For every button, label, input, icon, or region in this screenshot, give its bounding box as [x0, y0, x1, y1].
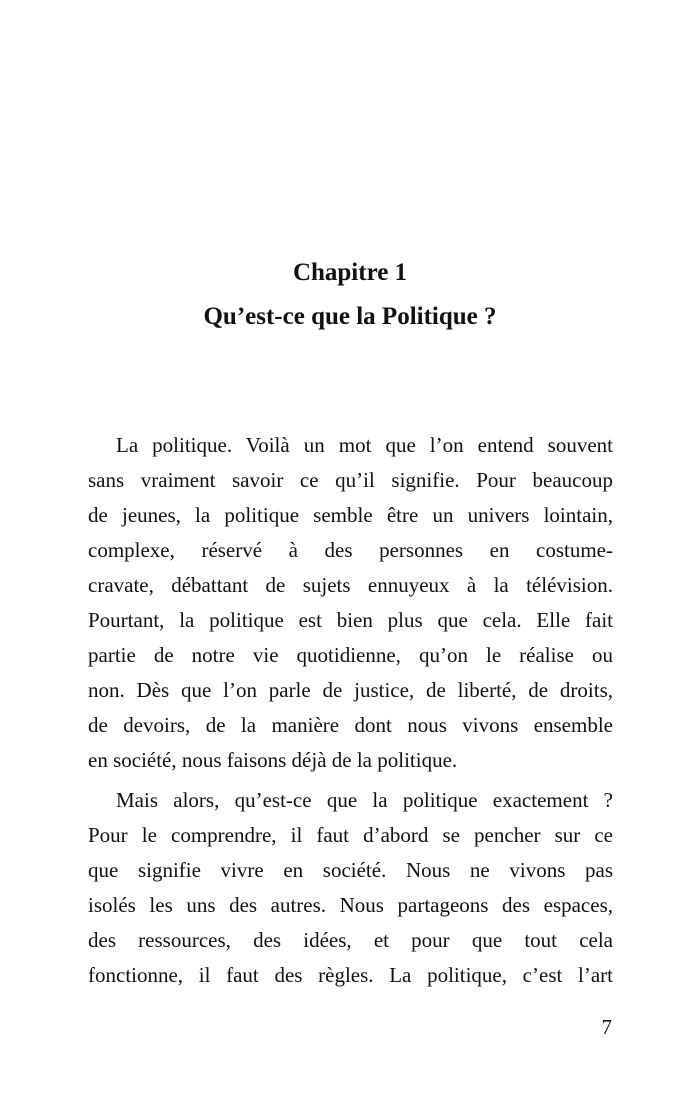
- text-line: isolés les uns des autres. Nous partageons des espaces,: [88, 893, 613, 917]
- chapter-title: Qu’est-ce que la Politique ?: [203, 303, 497, 330]
- text-line: sans vraiment savoir ce qu’il signifie. Pour beaucoup: [88, 468, 613, 492]
- text-line: complexe, réservé à des personnes en costume-: [88, 538, 613, 562]
- text-line: de jeunes, la politique semble être un univers lointain,: [88, 503, 613, 527]
- text-line: Mais alors, qu’est-ce que la politique exactement ?: [116, 788, 613, 812]
- text-line: fonctionne, il faut des règles. La politique, c’est l’art: [88, 963, 613, 987]
- text-line: Pour le comprendre, il faut d’abord se pencher sur ce: [88, 823, 613, 847]
- text-line: cravate, débattant de sujets ennuyeux à la télévision.: [88, 573, 613, 597]
- paragraph-1: [88, 428, 613, 778]
- text-line: en société, nous faisons déjà de la politique.: [88, 748, 458, 772]
- paragraph-2: [88, 783, 613, 993]
- text-line: que signifie vivre en société. Nous ne vivons pas: [88, 858, 613, 882]
- text-line: des ressources, des idées, et pour que tout cela: [88, 928, 613, 952]
- text-line: de devoirs, de la manière dont nous vivons ensemble: [88, 713, 613, 737]
- chapter-number: Chapitre 1: [292, 259, 408, 286]
- text-line: Pourtant, la politique est bien plus que cela. Elle fait: [88, 608, 613, 632]
- text-line: non. Dès que l’on parle de justice, de liberté, de droits,: [88, 678, 613, 702]
- text-line: La politique. Voilà un mot que l’on entend souvent: [116, 433, 613, 457]
- text-line: partie de notre vie quotidienne, qu’on le réalise ou: [88, 643, 613, 667]
- page-number: 7: [601, 1015, 612, 1039]
